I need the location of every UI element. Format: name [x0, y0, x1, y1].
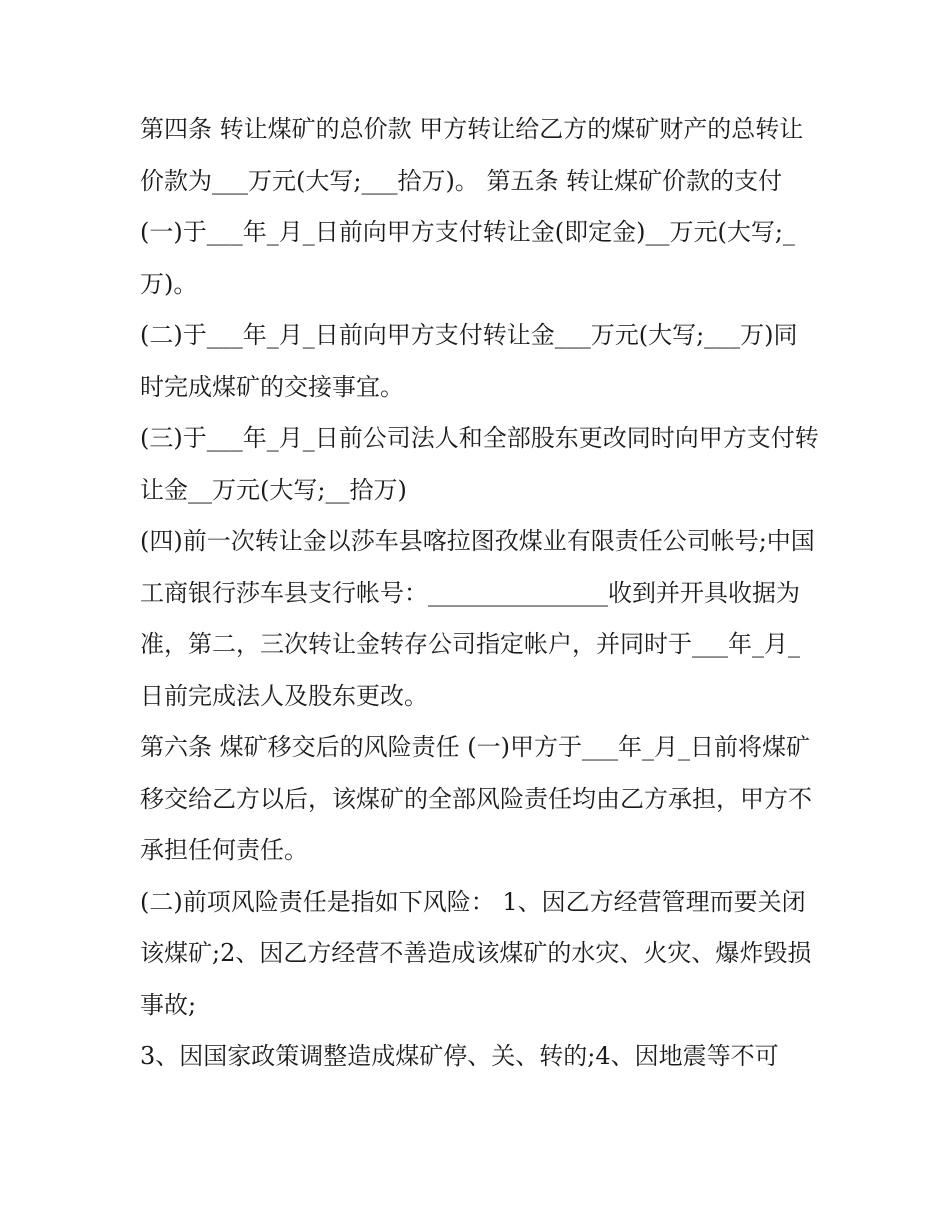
paragraph-payment-4: (四)前一次转让金以莎车县喀拉图孜煤业有限责任公司帐号;中国工商银行莎车县支行帐号：_______________收到并开具收据为准，第二，三次转让金转存公司指定帐户，并同时于___年_月_日前完成法人及股东更改。: [140, 527, 815, 710]
paragraph-article-4-5: 第四条 转让煤矿的总价款 甲方转让给乙方的煤矿财产的总转让价款为___万元(大写;___拾万)。 第五条 转让煤矿价款的支付: [140, 115, 804, 195]
paragraph-risk-list-1: (二)前项风险责任是指如下风险： 1、因乙方经营管理而要关闭该煤矿;2、因乙方经营不善造成该煤矿的水灾、火灾、爆炸毁损事故;: [140, 887, 812, 1019]
paragraph-article-6: 第六条 煤矿移交后的风险责任 (一)甲方于___年_月_日前将煤矿移交给乙方以后，该煤矿的全部风险责任均由乙方承担，甲方不承担任何责任。: [140, 733, 812, 864]
document-body: [140, 104, 820, 1083]
paragraph-risk-list-2: 3、因国家政策调整造成煤矿停、关、转的;4、因地震等不可: [140, 1042, 779, 1070]
paragraph-payment-1: (一)于___年_月_日前向甲方支付转让金(即定金)__万元(大写;_万)。: [140, 218, 795, 298]
paragraph-payment-2: (二)于___年_月_日前向甲方支付转让金___万元(大写;___万)同时完成煤矿的交接事宜。: [140, 321, 798, 401]
paragraph-payment-3: (三)于___年_月_日前公司法人和全部股东更改同时向甲方支付转让金__万元(大写;__拾万): [140, 424, 819, 504]
